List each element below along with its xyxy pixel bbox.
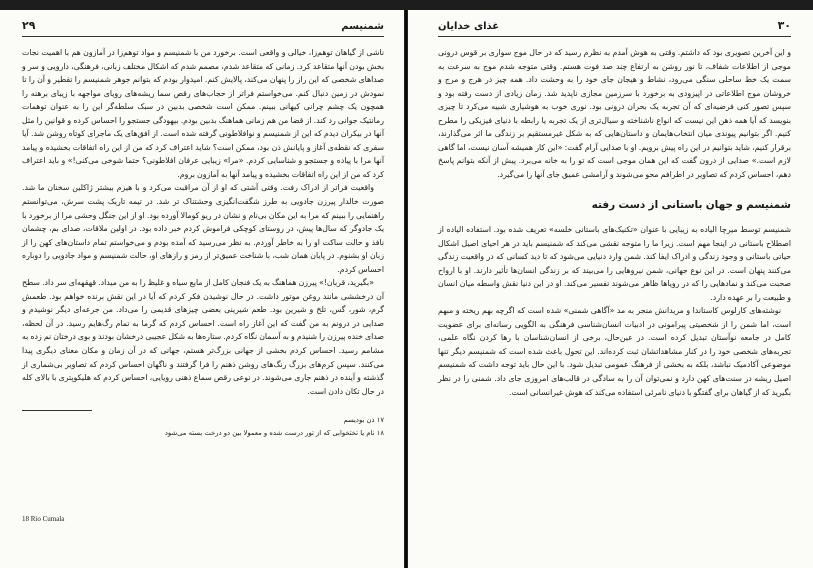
paragraph: نوشته‌های کارلوس کاستاندا و مریدانش منجر به مد «آگاهی شمنی» شده است که اگرچه بهم ریخته و مبهم است، اما شمن را از شخصیتی پیرامونی در ادبیات انسان‌شناسی فرهنگی به الگویی رسانه‌ای برای عضویت کامل در جامعه نوآستان تبدیل کرده است. در عین‌حال، برخی از انسان‌شناسان با رها کردن نگاه علمی، تجربه‌های شخصی خود را در کنار مشاهداتشان ثبت کرده‌اند. این تحول باعث شده است که شمنیسم دیگر تنها موضوعی آکادمیک نباشد، بلکه به بخشی از فرهنگ عمومی تبدیل شود. با این حال باید توجه داشت که شمنیسم اصیل ریشه در سنت‌های کهن دارد و نمی‌توان آن را به سادگی در قالب‌های امروزی جای داد. شمنی را در نظر بگیرید که از گیاهان برای گفتگو با دنیای نامرئی استفاده می‌کند که هوش غیرانسانی است. <box>438 306 791 397</box>
running-title: غذای خدایان <box>438 21 500 32</box>
paragraph: واقعیت فراتر از ادراک رفت. وقتی آشتی که او از آن مراقبت می‌کرد و با هیزم بیشتر ژاکلین سخنان ما شد. صورت خالدار پیرزن جادویی به طرز شگفت‌انگیزی وحشتناک تر شد. در تیمه تاریک پشت سرش، می‌توانستم راهنمایی را ببینم که مرا به این مکان بی‌نام و نشان در ریو کومالا آورده بود. او از این جنگل وحشی مرا از برخورد با یک جادوگر که سال‌ها پیش، در روستای کوچکی فراموش کردم خبر داده بود. در اولین ملاقات، صدای بم، چشمان نافذ و حالت ساکت او را به خاطر آوردم. به نظر می‌رسید که آمده بودم و می‌خواستم تمام داستان‌های کهن را از زبان او بشنوم. در پایان همان شب، با شناخت عمیق‌تر از رمز و رازهای او، حالت شمنیسم و مواد جادویی را دوباره احساس کردم. <box>22 183 384 274</box>
paragraph: و این آخرین تصویری بود که داشتم. وقتی به هوش آمدم به نظرم رسید که در حال موج سواری بر قوس درونی موجی از اطلاعات شفاف، تا نور روشن به ارتفاع چند صد فوت هستم. وقتی متوجه شدم موج به سرعت به سمت یک خط ساحلی سنگی می‌رود، نشاط و هیجان جای خود را به وحشت داد. همه چیز در هرج و مرج و خروشان موج اطلاعاتی در اپیزودی به برخورد با سرزمین مجازی ناپدید شد. زمان زیادی از دست رفته بود و سپس تصور کنی فرضیه‌ای که آن تجربه یک بحران درونی بود. نوری خوب به هوشیاری شبیه می‌کرد تا چیزی بنویسد که آیا همه ذهن این نیست که انواع ناشناخته و سیال‌تری از یک تجربه یا رابطه با دنیای فیزیکی را مطرح کنیم. اگر بتوانیم پیوندی میان انتخاب‌هایمان و داستان‌هایی که به شکل غیرمستقیم بر زندگی ما اثر می‌گذارند، برقرار کنیم، شاید بتوانیم در این راه پیش برویم. او با صدایی آرام گفت: «این کار همیشه آسان نیست، اما گاهی لازم است.» صدایی از درون گفت که این همان موجی است که تو را به خانه می‌برد. پیش از آنکه بتوانم پاسخ دهم، احساس کردم که تصاویر در اطرافم محو می‌شوند و آرامشی عمیق جای آنها را می‌گیرد. <box>438 48 791 179</box>
footnote-latin: 18 Rio Cumala <box>22 515 65 523</box>
page-number: ۳۰ <box>777 19 791 32</box>
page-header <box>438 10 791 37</box>
paragraph: «بگیرید، قربان!» پیرزن هماهنگ به یک فنجان کامل از مایع سیاه و غلیظ را به من میداد. قهقهه‌ای سر داد. سطح آن درخششی مانند روغن موتور داشت. در حال نوشیدن فکر کردم که آیا در این نقش برنده خواهم بود. طعمش گرم، شور، گس، تلخ و شیرین بود. طعم شیرینی بعضی چیزهای قدیمی را می‌داد. من جرعه‌ای دیگر نوشیدم و صدایی در درونم به من گفت که این آغاز راه است. احساس کردم که گرما به تمام رگ‌هایم رسید. در آن لحظه، صدای خنده پیرزن را شنیدم و به آسمان نگاه کردم. ستاره‌ها به شکل عجیبی درخشان بودند و بوی درختان نم زده به مشامم رسید. احساس کردم بخشی از جهانی بزرگ‌تر هستم، جهانی که در آن زمان و مکان معنای دیگری پیدا می‌کنند. سپس کرم‌های بزرگ رنگ‌های روشن ذهنم را فرا گرفتند و ناگهان احساس کردم که تصاویر بی‌شماری از گذشته و آینده در ذهنم جاری می‌شوند. در نوعی رقص سماع ذهنی رویایی، احساس کردم که هلیکوپتری با بالای کله در حال تکان دادن است. <box>22 278 384 396</box>
page-header <box>22 10 384 37</box>
footnote: ۱۷ ذن بودیسم <box>343 416 384 425</box>
page-body <box>438 37 791 399</box>
paragraph: ناشی از گیاهان توهم‌زا، خیالی و واقعی است. برخورد من با شمنیسم و مواد توهم‌زا در آمازون هم با اهمیت نجات بخش بودن آنها متقاعد کرد. زمانی که متقاعد شدم، مصمم شدم که اشکال مختلف زبانی، فرهنگی، دارویی و سر و صداهای شخصی که این راز را پنهان می‌کند، پالایش کنم. امیدوار بودم که بتوانم جوهر شمنیسم را تقطیر و آن را تا نمودش در زمین دنبال کنم. می‌خواستم فراتر از حجاب‌های رقص سما ریشه‌های رویای مواجهه با زیبای برهنه را همچون یک چشم چرانی کیهانی ببینم. ممکن است شخصی بدبین در سبک سلطه‌گر این را به عنوان توهمات رمانتیک جوانی رد کند. از قضا من هم زمانی هماهنگ بدبین بودم. بیهودگی جستجو را احساس کرده و قوانین را مثل آنها در بیکران دیدم که این از شمنیسم و نوافلاطونی گرفته شده است. از افق‌های یک ماجرای کوتاه روشن شد. آیا سفری که نقطه‌ی آغاز و پایانش ذن بود، ممکن است؟ شاید اعتراف کرد که من از این راه اتفاقات بخشیده و پیامد آنها مرا با پیاده و جستجو و شناسایی کردم. «مرا» زیبایی عرفان افلاطونی؟ حتما شوخی می‌کنی!» و باید اعتراف کرد که من از این راه اتفاقات بخشیده و پیامد آنها به آمازون بروم. <box>22 48 384 179</box>
section-heading: شمنیسم و جهان باستانی از دست رفته <box>591 199 791 212</box>
running-title: شمنیسم <box>341 21 384 32</box>
footnotes <box>22 415 384 439</box>
page-30 <box>408 10 813 568</box>
footnote: ۱۸ نام یا تختخوابی که از تور درست شده و معمولا بین دو درخت بسته می‌شود <box>164 429 384 438</box>
page-29 <box>0 10 404 568</box>
page-number: ۲۹ <box>22 19 36 32</box>
paragraph: شمنیسم توسط میرچا الیاده به زیبایی با عنوان «تکنیک‌های باستانی خلسه» تعریف شده بود. استفاده الیاده از اصطلاح باستانی در اینجا مهم است. زیرا ما را متوجه نقشی می‌کند که شمنیسم باید در هر احیای اصیل اشکال حیاتی باستانی و وجود زندگی و ادراک ایفا کند. شمن وارد دنیایی می‌شود که تا دید کسانی که در واقعیت زندگی می‌کنند پنهان است. در این نوع جهانی، شمن نیروهایی را می‌بیند که بر زندگی انسان‌ها تأثیر دارند. او با ارواح صحبت می‌کند و نمادهایی را که در رویاها ظاهر می‌شوند تفسیر می‌کند. او در این دنیا نقش واسطه میان انسان و طبیعت را بر عهده دارد. <box>438 225 791 302</box>
footnote-rule <box>22 410 92 411</box>
page-body <box>22 37 384 398</box>
